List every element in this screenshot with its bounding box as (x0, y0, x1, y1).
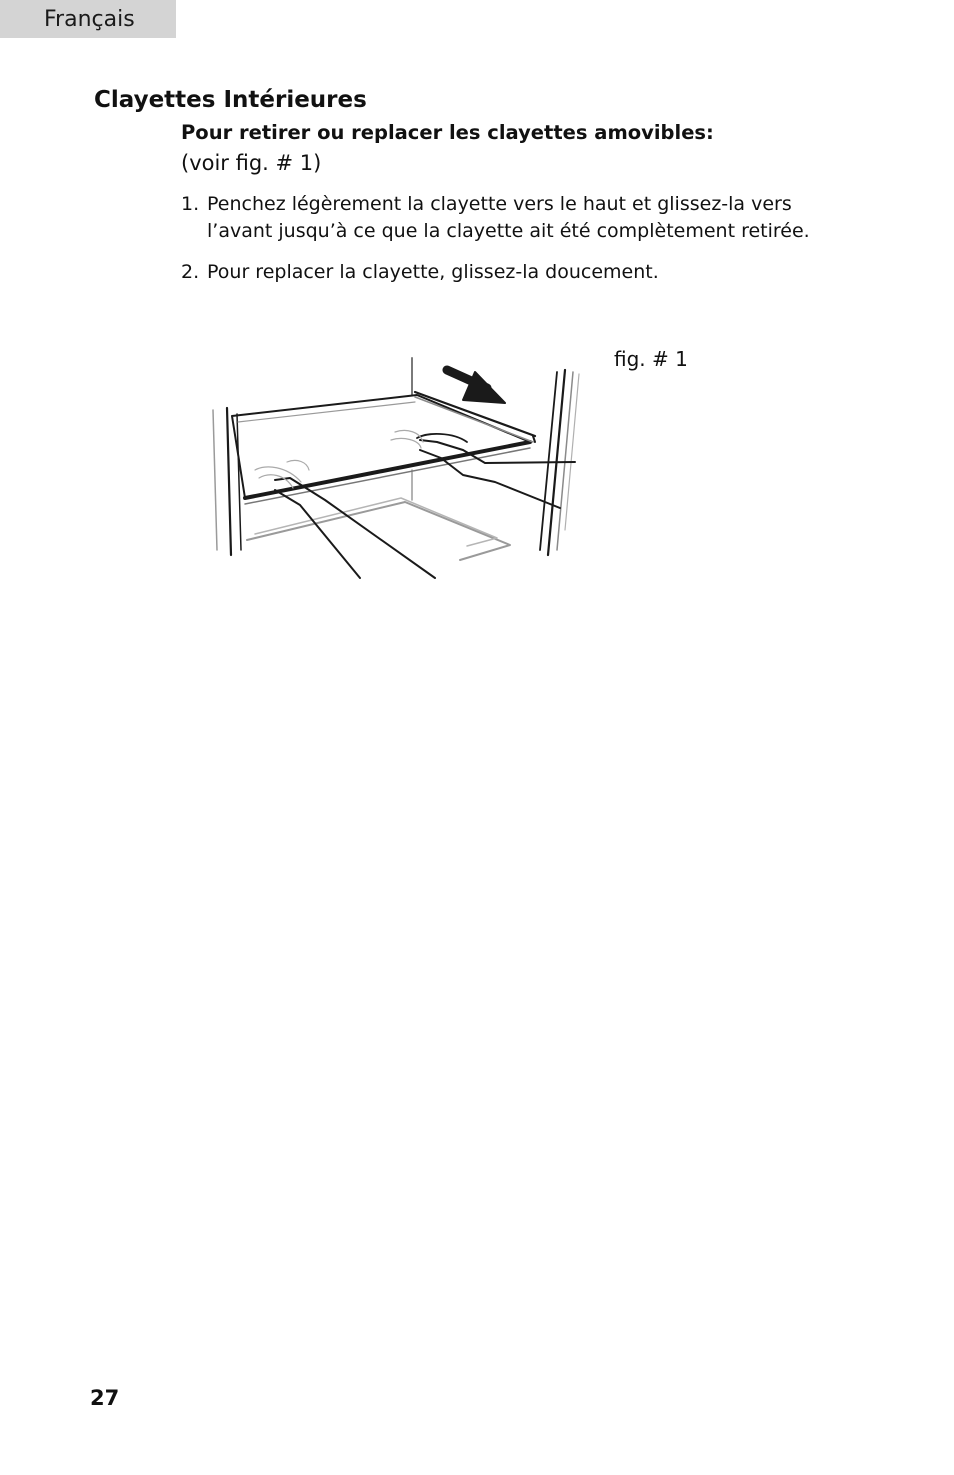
page-number: 27 (90, 1386, 120, 1410)
figure-label: fig. # 1 (614, 347, 688, 371)
language-tab: Français (0, 0, 176, 38)
shelf-removal-illustration (205, 350, 590, 585)
step-text: Penchez légèrement la clayette vers le haut et glissez-la vers l’avant jusqu’à ce que la clayette ait été complètement retirée. (207, 193, 810, 242)
step-number: 2. (181, 261, 200, 283)
step-text: Pour replacer la clayette, glissez-la doucement. (207, 261, 659, 283)
figure-reference: (voir fig. # 1) (181, 151, 322, 175)
instruction-subheading: Pour retirer ou replacer les clayettes amovibles: (181, 121, 714, 144)
instruction-steps (181, 191, 841, 300)
section-title: Clayettes Intérieures (94, 87, 367, 113)
step-number: 1. (181, 193, 200, 215)
step-item (181, 191, 841, 245)
step-item (181, 259, 841, 286)
